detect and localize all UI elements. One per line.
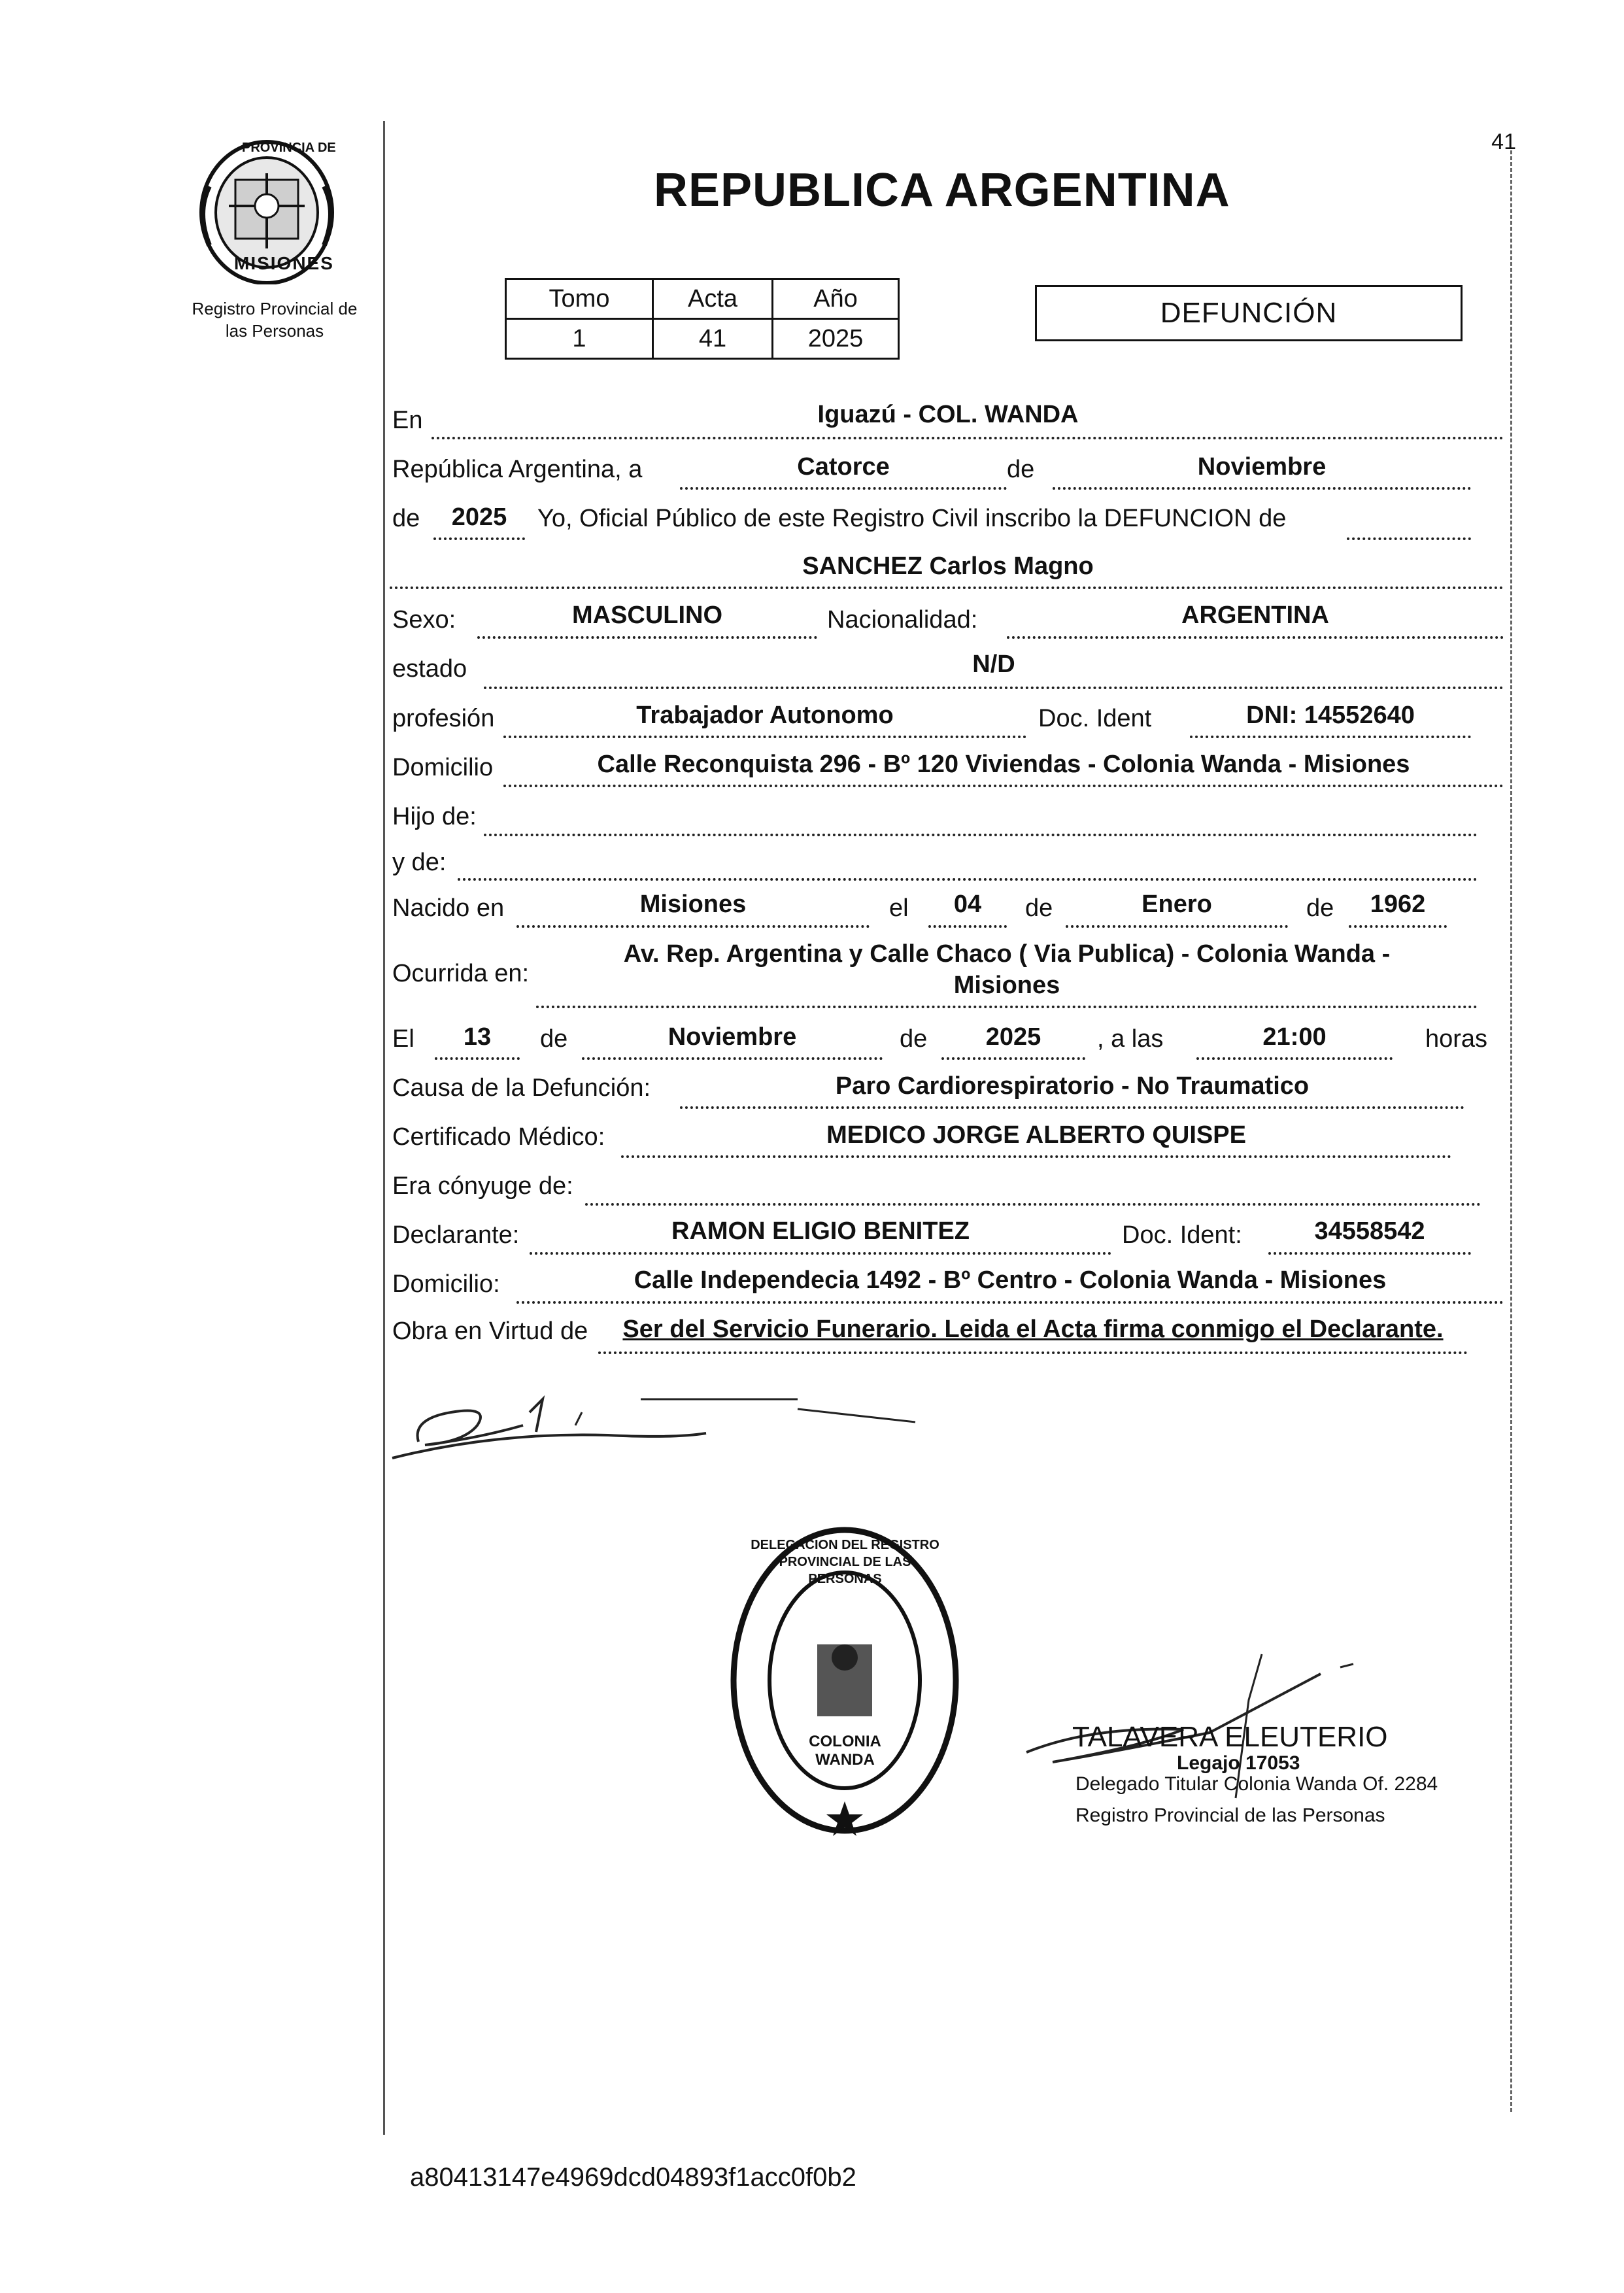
declarant-signature: [379, 1373, 941, 1478]
nacionalidad-dotline: [1007, 636, 1504, 639]
declarante-value: RAMON ELIGIO BENITEZ: [671, 1217, 970, 1245]
death-month-value: Noviembre: [668, 1023, 797, 1051]
profesion-dotline: [503, 736, 1026, 738]
hijo-label: Hijo de:: [392, 803, 477, 830]
place-dotline: [431, 437, 1504, 439]
obra-label: Obra en Virtud de: [392, 1317, 588, 1345]
profesion-value: Trabajador Autonomo: [636, 702, 894, 729]
republic-label: República Argentina, a: [392, 456, 643, 483]
day-dotline: [680, 487, 1007, 490]
anio-header: Año: [773, 279, 899, 319]
delegation-seal: [729, 1523, 961, 1837]
ocurrida-line2-value: Misiones: [953, 972, 1060, 999]
death-day-value: 13: [463, 1023, 492, 1051]
page-number: 41: [1491, 129, 1516, 154]
acta-header: Acta: [653, 279, 773, 319]
year-dotline: [433, 537, 525, 540]
y-de-dotline: [458, 878, 1478, 881]
doc2-dotline: [1268, 1252, 1471, 1255]
page-title: REPUBLICA ARGENTINA: [654, 164, 1230, 216]
declarante-label: Declarante:: [392, 1221, 520, 1249]
conyuge-dotline: [585, 1203, 1481, 1206]
domicilio2-label: Domicilio:: [392, 1270, 500, 1298]
birth-year-value: 1962: [1370, 891, 1426, 918]
nacionalidad-value: ARGENTINA: [1181, 602, 1329, 629]
estado-dotline: [484, 687, 1504, 689]
death-time-value: 21:00: [1262, 1023, 1327, 1051]
ocurrida-label: Ocurrida en:: [392, 960, 530, 987]
domicilio-dotline: [503, 785, 1504, 787]
birth-day-value: 04: [953, 891, 982, 918]
seal-inner-text: COLONIA WANDA: [809, 1733, 881, 1769]
birth-month-dotline: [1066, 925, 1288, 928]
statement-text: Yo, Oficial Público de este Registro Civil inscribo la DEFUNCION de: [537, 505, 1287, 532]
acta-value: 41: [653, 319, 773, 359]
death-year-dotline: [941, 1057, 1085, 1060]
death-time-dotline: [1196, 1057, 1393, 1060]
doc-value: DNI: 14552640: [1246, 702, 1415, 729]
causa-value: Paro Cardiorespiratorio - No Traumatico: [835, 1072, 1310, 1100]
death-month-dotline: [582, 1057, 883, 1060]
signatory-role: Delegado Titular Colonia Wanda Of. 2284: [1075, 1773, 1438, 1795]
registry-logo: [183, 134, 379, 284]
declarante-dotline: [530, 1252, 1111, 1255]
el-label: el: [889, 894, 909, 922]
doc2-label: Doc. Ident:: [1122, 1221, 1242, 1249]
signatory-legajo: Legajo 17053: [1177, 1752, 1300, 1774]
causa-dotline: [680, 1106, 1464, 1109]
obra-dotline: [598, 1351, 1468, 1354]
logo-arc-text: PROVINCIA DE: [242, 141, 336, 155]
sexo-label: Sexo:: [392, 606, 456, 634]
horas-label: horas: [1425, 1025, 1488, 1053]
deceased-name-value: SANCHEZ Carlos Magno: [802, 552, 1094, 580]
birth-month-value: Enero: [1142, 891, 1212, 918]
logo-caption: [163, 297, 386, 342]
nacido-dotline: [516, 925, 870, 928]
estado-label: estado: [392, 655, 467, 683]
right-margin-line: [1510, 150, 1512, 2112]
seal-outer-text: DELEGACION DEL REGISTRO PROVINCIAL DE LAS PERSONAS: [751, 1538, 939, 1586]
footer-hash: a80413147e4969dcd04893f1acc0f0b2: [410, 2163, 856, 2192]
domicilio2-value: Calle Independecia 1492 - Bº Centro - Colonia Wanda - Misiones: [634, 1266, 1387, 1294]
month-dotline: [1053, 487, 1471, 490]
de3-label: de: [1025, 894, 1053, 922]
de-label: de: [1007, 456, 1035, 483]
de2-label: de: [392, 505, 420, 532]
profesion-label: profesión: [392, 705, 495, 732]
statement-dotline: [1347, 537, 1471, 540]
de6-label: de: [900, 1025, 928, 1053]
de5-label: de: [540, 1025, 568, 1053]
domicilio-value: Calle Reconquista 296 - Bº 120 Viviendas - Colonia Wanda - Misiones: [597, 751, 1410, 778]
logo-bottom-text: MISIONES: [234, 253, 334, 273]
sexo-dotline: [477, 636, 817, 639]
left-margin-line: [383, 121, 385, 2135]
el2-label: El: [392, 1025, 414, 1053]
certificado-value: MEDICO JORGE ALBERTO QUISPE: [826, 1121, 1246, 1149]
logo-caption-line1: Registro Provincial de: [192, 299, 358, 318]
birth-day-dotline: [928, 925, 1007, 928]
document-type: DEFUNCIÓN: [1035, 285, 1463, 341]
birth-year-dotline: [1349, 925, 1447, 928]
de4-label: de: [1306, 894, 1334, 922]
estado-value: N/D: [972, 651, 1015, 678]
domicilio-label: Domicilio: [392, 754, 494, 781]
y-de-label: y de:: [392, 849, 447, 876]
sexo-value: MASCULINO: [571, 602, 723, 629]
day-words-value: Catorce: [797, 453, 890, 481]
certificado-label: Certificado Médico:: [392, 1123, 605, 1151]
tomo-value: 1: [506, 319, 653, 359]
place-value: Iguazú - COL. WANDA: [817, 401, 1079, 428]
alas-label: , a las: [1097, 1025, 1164, 1053]
conyuge-label: Era cónyuge de:: [392, 1172, 573, 1200]
obra-value: Ser del Servicio Funerario. Leida el Acta firma conmigo el Declarante.: [622, 1316, 1444, 1343]
domicilio2-dotline: [516, 1301, 1504, 1304]
doc-label: Doc. Ident: [1038, 705, 1152, 732]
en-label: En: [392, 407, 423, 434]
doc-dotline: [1190, 736, 1471, 738]
ocurrida-dotline: [536, 1006, 1478, 1008]
death-year-value: 2025: [985, 1023, 1041, 1051]
hijo-dotline: [484, 834, 1478, 836]
ocurrida-line1-value: Av. Rep. Argentina y Calle Chaco ( Via Publica) - Colonia Wanda -: [623, 940, 1391, 968]
nacido-lugar-value: Misiones: [639, 891, 747, 918]
year-value: 2025: [451, 503, 507, 531]
logo-caption-line2: las Personas: [225, 321, 324, 341]
signatory-org: Registro Provincial de las Personas: [1075, 1805, 1385, 1826]
causa-label: Causa de la Defunción:: [392, 1074, 651, 1102]
doc2-value: 34558542: [1314, 1217, 1425, 1245]
certificado-dotline: [621, 1155, 1451, 1158]
deceased-dotline: [390, 586, 1504, 589]
nacionalidad-label: Nacionalidad:: [827, 606, 978, 634]
volume-table: [505, 278, 900, 360]
signatory-name: TALAVERA ELEUTERIO: [1072, 1721, 1388, 1753]
death-day-dotline: [435, 1057, 520, 1060]
tomo-header: Tomo: [506, 279, 653, 319]
anio-value: 2025: [773, 319, 899, 359]
nacido-label: Nacido en: [392, 894, 505, 922]
month-value: Noviembre: [1197, 453, 1327, 481]
